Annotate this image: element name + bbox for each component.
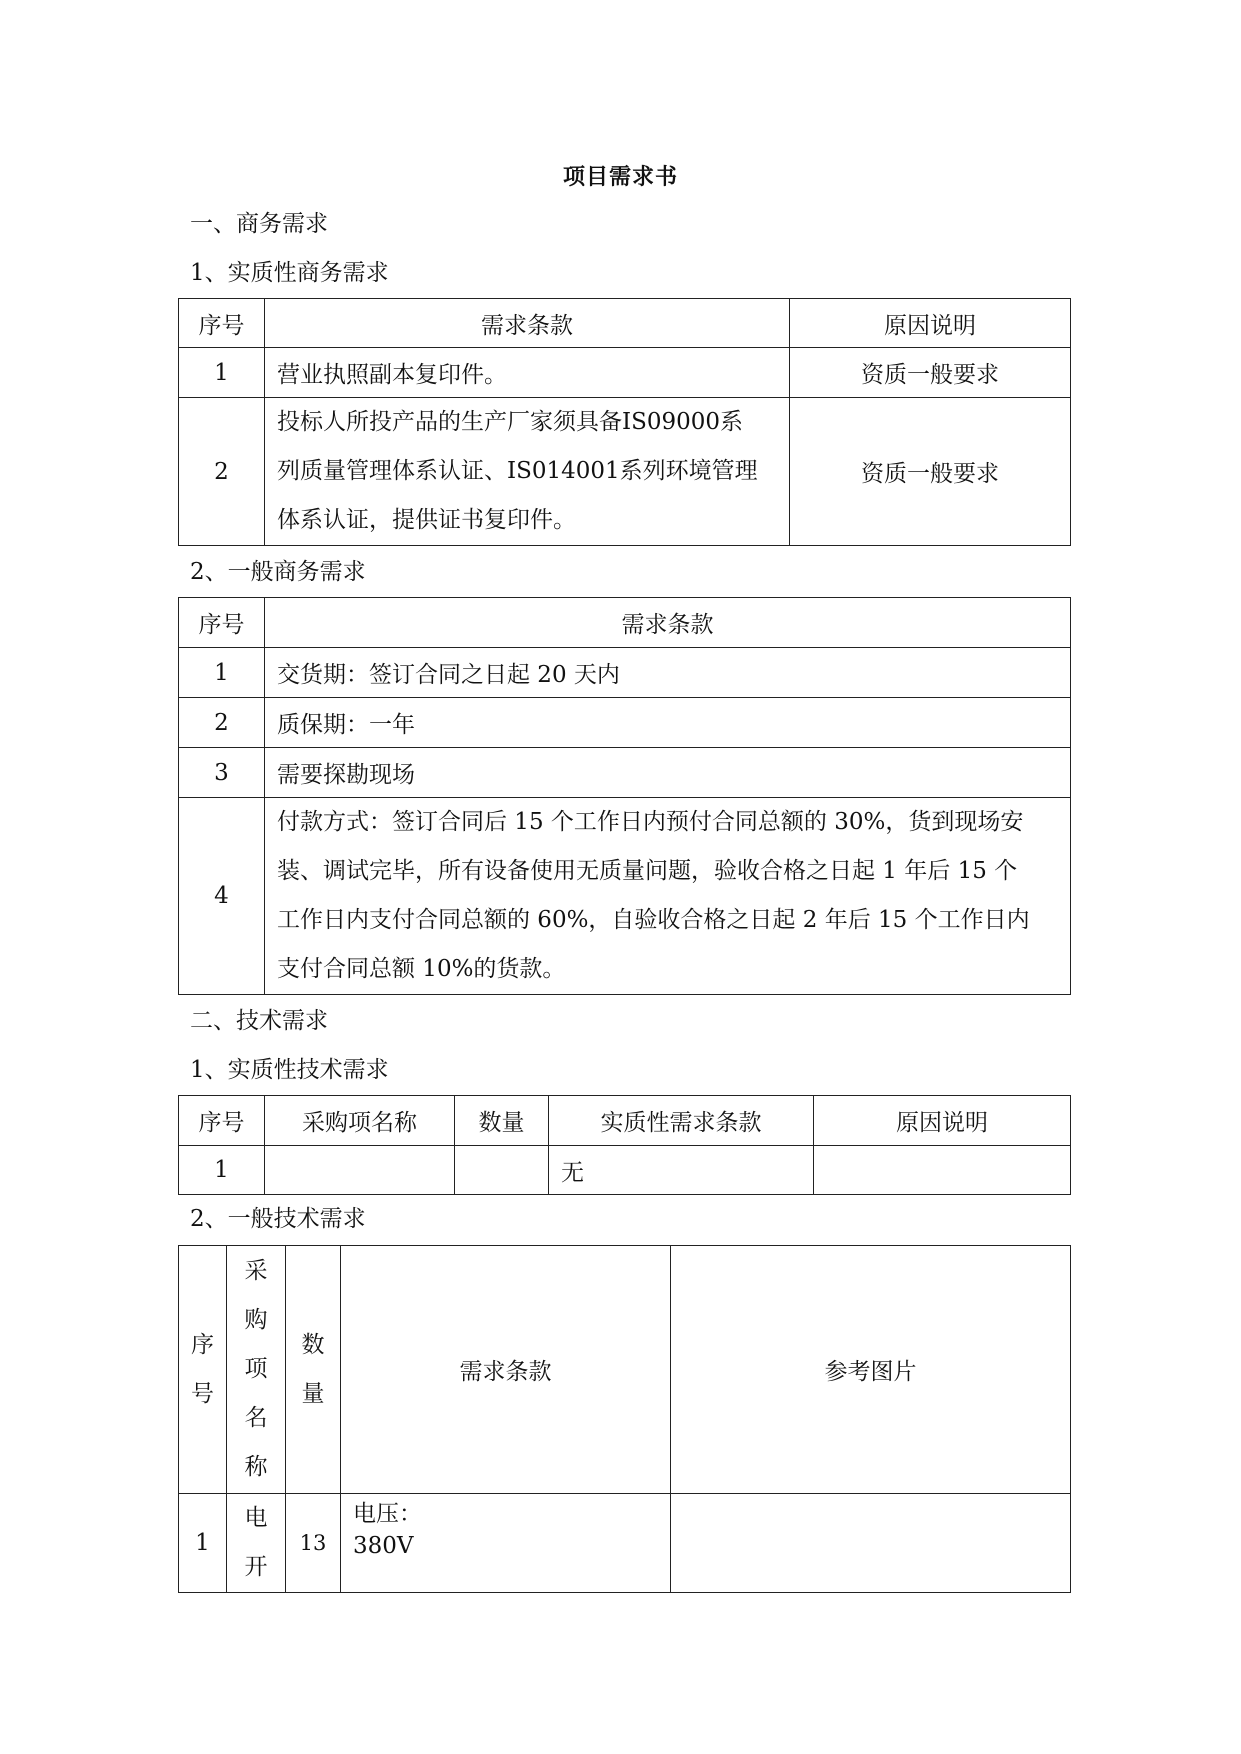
- row-quantity: 13: [286, 1494, 341, 1593]
- clause-line: 付款方式：签订合同后 15 个工作日内预付合同总额的 30%，货到现场安: [277, 809, 1024, 835]
- header-char: 序: [191, 1331, 214, 1358]
- table-header-row: [179, 1096, 1071, 1146]
- clause-line: 工作日内支付合同总额的 60%，自验收合格之日起 2 年后 15 个工作日内: [277, 907, 1030, 933]
- table-row: [179, 348, 1071, 398]
- row-no: 4: [179, 798, 265, 995]
- header-reference-image: 参考图片: [671, 1246, 1071, 1494]
- table-row: [179, 748, 1071, 798]
- clause-line: 支付合同总额 10%的货款。: [277, 956, 566, 982]
- row-no: 1: [179, 1494, 227, 1593]
- row-item-name: [227, 1494, 286, 1593]
- header-char: 名: [244, 1405, 268, 1431]
- sub-general-technical-heading: 2、一般技术需求: [190, 1206, 366, 1232]
- header-no: 序号: [179, 299, 265, 348]
- row-no: 2: [179, 698, 265, 748]
- row-clause: 质保期：一年: [265, 698, 1071, 748]
- header-char: 称: [244, 1454, 268, 1480]
- header-item-name: 采购项名称: [265, 1096, 455, 1146]
- section-technical-heading: 二、技术需求: [190, 1008, 328, 1034]
- row-quantity: [455, 1146, 549, 1195]
- table-row: [179, 1494, 1071, 1593]
- sub-general-business-heading: 2、一般商务需求: [190, 559, 366, 585]
- name-char: 开: [244, 1554, 268, 1580]
- sub-substantive-technical-heading: 1、实质性技术需求: [190, 1057, 389, 1083]
- header-char: 购: [244, 1307, 268, 1333]
- row-substantive-clause: 无: [549, 1146, 814, 1195]
- table-row: [179, 648, 1071, 698]
- sub-substantive-business-heading: 1、实质性商务需求: [190, 260, 389, 286]
- row-reason: 资质一般要求: [790, 348, 1071, 398]
- table-row: [179, 698, 1071, 748]
- name-char: 电: [244, 1505, 268, 1531]
- row-reason: [814, 1146, 1071, 1195]
- table-header-row: [179, 598, 1071, 648]
- clause-line: 380V: [353, 1533, 414, 1559]
- header-no: 序号: [179, 1096, 265, 1146]
- header-char: 量: [301, 1380, 325, 1407]
- row-clause: [341, 1494, 671, 1593]
- header-clause: 需求条款: [265, 598, 1071, 648]
- row-item-name: [265, 1146, 455, 1195]
- clause-line: 投标人所投产品的生产厂家须具备IS09000系: [277, 409, 744, 435]
- header-substantive-clause: 实质性需求条款: [549, 1096, 814, 1146]
- substantive-technical-table: [178, 1095, 1071, 1195]
- table-row: [179, 798, 1071, 995]
- header-reason: 原因说明: [790, 299, 1071, 348]
- general-business-table: [178, 597, 1071, 995]
- header-char: 采: [244, 1258, 268, 1284]
- row-clause: [265, 398, 790, 546]
- header-no: 序号: [179, 598, 265, 648]
- substantive-business-table: [178, 298, 1071, 546]
- row-no: 1: [179, 1146, 265, 1195]
- header-char: 号: [191, 1380, 214, 1407]
- clause-line: 体系认证，提供证书复印件。: [277, 507, 576, 533]
- header-char: 数: [301, 1331, 325, 1358]
- general-technical-table: [178, 1245, 1071, 1593]
- section-business-heading: 一、商务需求: [190, 211, 328, 237]
- row-reason: 资质一般要求: [790, 398, 1071, 546]
- row-clause: 交货期：签订合同之日起 20 天内: [265, 648, 1071, 698]
- row-no: 1: [179, 648, 265, 698]
- header-item-name: [227, 1246, 286, 1494]
- header-clause: 需求条款: [265, 299, 790, 348]
- row-reference-image: [671, 1494, 1071, 1593]
- row-no: 2: [179, 398, 265, 546]
- document-title: 项目需求书: [562, 164, 678, 190]
- header-no: [179, 1246, 227, 1494]
- header-char: 项: [244, 1356, 268, 1382]
- row-no: 3: [179, 748, 265, 798]
- row-clause: [265, 798, 1071, 995]
- clause-line: 列质量管理体系认证、IS014001系列环境管理: [277, 458, 758, 484]
- header-clause: 需求条款: [341, 1246, 671, 1494]
- clause-line: 电压：: [353, 1501, 422, 1527]
- header-reason: 原因说明: [814, 1096, 1071, 1146]
- row-clause: 需要探勘现场: [265, 748, 1071, 798]
- clause-line: 装、调试完毕，所有设备使用无质量问题，验收合格之日起 1 年后 15 个: [277, 858, 1018, 884]
- header-quantity: [286, 1246, 341, 1494]
- header-quantity: 数量: [455, 1096, 549, 1146]
- table-row: [179, 398, 1071, 546]
- table-header-row: [179, 299, 1071, 348]
- row-no: 1: [179, 348, 265, 398]
- table-header-row: [179, 1246, 1071, 1494]
- table-row: [179, 1146, 1071, 1195]
- row-clause: 营业执照副本复印件。: [265, 348, 790, 398]
